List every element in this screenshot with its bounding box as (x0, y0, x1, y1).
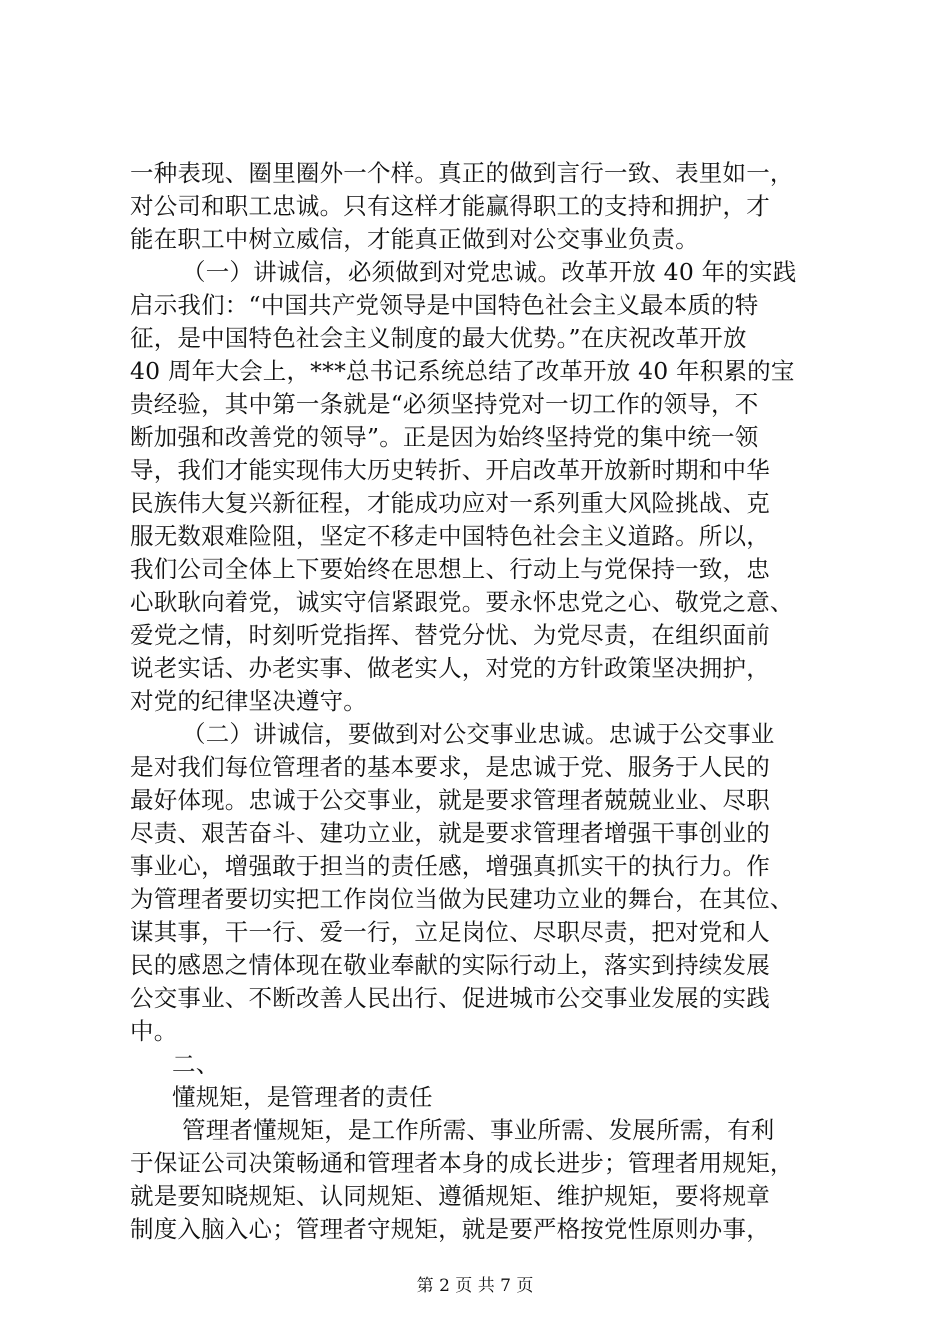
body-line: 谋其事，干一行、爱一行，立足岗位、尽职尽责，把对党和人 (130, 918, 770, 946)
body-line: 心耿耿向着党，诚实守信紧跟党。要永怀忠党之心、敬党之意、 (130, 588, 794, 616)
body-line: 服无数艰难险阻，坚定不移走中国特色社会主义道路。所以， (130, 522, 770, 550)
body-line: 说老实话、办老实事、做老实人，对党的方针政策坚决拥护， (130, 654, 770, 682)
body-line: （二）讲诚信，要做到对公交事业忠诚。忠诚于公交事业 (182, 720, 775, 748)
body-line: 事业心，增强敢于担当的责任感，增强真抓实干的执行力。作 (130, 852, 770, 880)
body-line: 尽责、艰苦奋斗、建功立业，就是要求管理者增强干事创业的 (130, 819, 770, 847)
body-line: 于保证公司决策畅通和管理者本身的成长进步；管理者用规矩， (130, 1149, 794, 1177)
body-line: 爱党之情，时刻听党指挥、替党分忧、为党尽责，在组织面前 (130, 621, 770, 649)
body-line: 管理者懂规矩，是工作所需、事业所需、发展所需，有利 (182, 1116, 775, 1144)
body-line: 中。 (130, 1017, 178, 1045)
section-number: 二、 (172, 1050, 220, 1078)
body-line: 民的感恩之情体现在敬业奉献的实际行动上，落实到持续发展 (130, 951, 770, 979)
body-line: 为管理者要切实把工作岗位当做为民建功立业的舞台，在其位、 (130, 885, 794, 913)
page-number-footer: 第 2 页 共 7 页 (416, 1276, 534, 1296)
body-line: 启示我们：“中国共产党领导是中国特色社会主义最本质的特 (130, 291, 759, 319)
body-line: 一种表现、圈里圈外一个样。真正的做到言行一致、表里如一， (130, 159, 794, 187)
body-line: 公交事业、不断改善人民出行、促进城市公交事业发展的实践 (130, 984, 770, 1012)
body-line: 就是要知晓规矩、认同规矩、遵循规矩、维护规矩，要将规章 (130, 1182, 770, 1210)
body-line: 征，是中国特色社会主义制度的最大优势。”在庆祝改革开放 (130, 324, 747, 352)
body-line: （一）讲诚信，必须做到对党忠诚。改革开放 40 年的实践 (182, 258, 797, 286)
body-line: 我们公司全体上下要始终在思想上、行动上与党保持一致，忠 (130, 555, 770, 583)
body-line: 民族伟大复兴新征程，才能成功应对一系列重大风险挑战、克 (130, 489, 770, 517)
body-line: 断加强和改善党的领导”。正是因为始终坚持党的集中统一领 (130, 423, 759, 451)
body-line: 是对我们每位管理者的基本要求，是忠诚于党、服务于人民的 (130, 753, 770, 781)
body-line: 制度入脑入心；管理者守规矩，就是要严格按党性原则办事， (130, 1215, 770, 1243)
body-line: 最好体现。忠诚于公交事业，就是要求管理者兢兢业业、尽职 (130, 786, 770, 814)
body-line: 能在职工中树立威信，才能真正做到对公交事业负责。 (130, 225, 699, 253)
section-heading: 懂规矩，是管理者的责任 (172, 1083, 433, 1111)
body-line: 导，我们才能实现伟大历史转折、开启改革开放新时期和中华 (130, 456, 770, 484)
body-line: 贵经验，其中第一条就是“必须坚持党对一切工作的领导，不 (130, 390, 759, 418)
body-line: 对党的纪律坚决遵守。 (130, 687, 367, 715)
body-line: 40 周年大会上，***总书记系统总结了改革开放 40 年积累的宝 (130, 357, 795, 385)
body-line: 对公司和职工忠诚。只有这样才能赢得职工的支持和拥护，才 (130, 192, 770, 220)
